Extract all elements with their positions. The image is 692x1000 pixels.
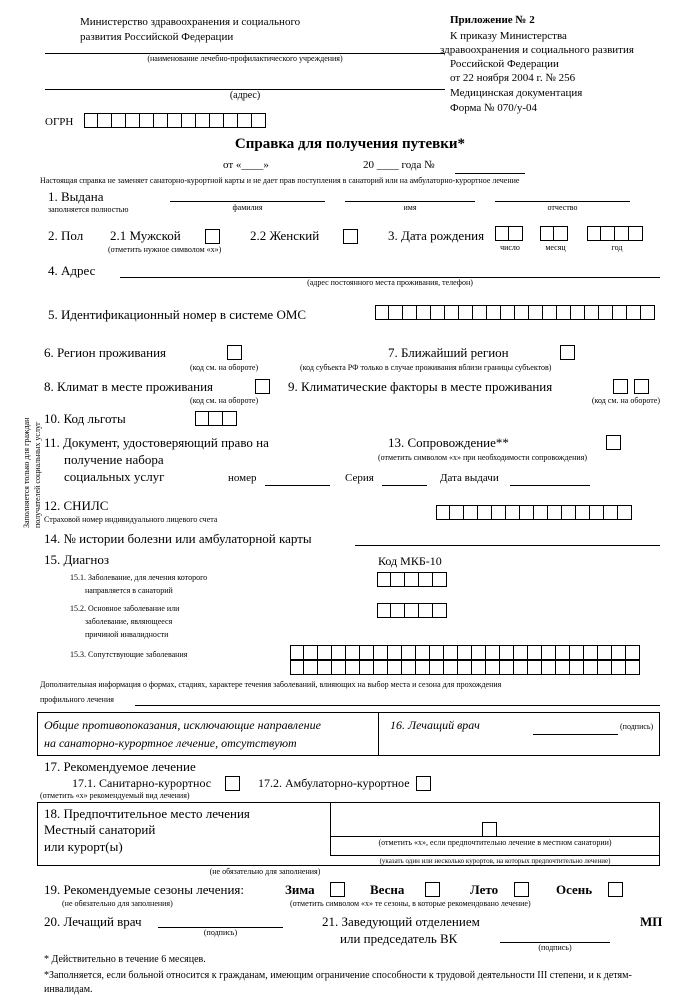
oms-cell[interactable] [515,305,529,320]
mkb-cell[interactable] [500,660,514,675]
item-21-stamp-label: МП [640,914,663,929]
oms-cell[interactable] [543,305,557,320]
item-9-hint: (код см. на обороте) [591,396,660,405]
mkb-cell[interactable] [626,660,640,675]
checkbox-summer[interactable] [514,882,529,897]
mkb-cell[interactable] [405,603,419,618]
mkb-cell[interactable] [405,572,419,587]
mkb-cell[interactable] [528,645,542,660]
checkbox-spring[interactable] [425,882,440,897]
annex-line-3: здравоохранения и социального развития [440,44,634,56]
benefit-cell[interactable] [223,411,237,426]
item-1-sub: заполняется полностью [48,205,129,214]
oms-cell[interactable] [557,305,571,320]
item-7-label: 7. Ближайший регион [388,345,509,360]
item-15-2-line1: 15.2. Основное заболевание или [70,604,180,613]
item-15-1-line2: направляется в санаторий [85,586,173,595]
mkb-cell[interactable] [500,645,514,660]
item-16-label: 16. Лечащий врач [390,718,480,732]
birth-month-caption: месяц [545,243,566,252]
mkb-cell[interactable] [433,603,447,618]
item-11-line3: социальных услуг [64,469,165,484]
season-winter-label: Зима [285,882,315,897]
item-6-hint: (код см. на обороте) [190,363,259,372]
doc-issued-input[interactable] [510,484,590,486]
annex-line-5: от 22 ноября 2004 г. № 256 [450,72,576,84]
mkb-cell[interactable] [318,660,332,675]
benefit-cell[interactable] [195,411,209,426]
vertical-note-line2: получателей социальных услуг [33,421,42,528]
item-18-divider [330,802,331,855]
checkbox-winter[interactable] [330,882,345,897]
climate-box[interactable] [255,379,270,394]
checkbox-ambulatory-treatment[interactable] [416,776,431,791]
contraindications-line2: на санаторно-курортное лечение, отсутствуют [44,736,297,750]
mkb-cell[interactable] [542,645,556,660]
ogrn-cell[interactable] [126,113,140,128]
mkb-cell[interactable] [584,660,598,675]
birth-year-cells[interactable] [587,226,643,241]
item-2-female-label: 2.2 Женский [250,228,320,243]
oms-cell[interactable] [417,305,431,320]
snils-cell[interactable] [604,505,618,520]
item-9-label: 9. Климатические факторы в месте проживания [288,379,553,394]
address-caption: (адрес) [229,90,261,101]
item-18-line3: или курорт(ы) [44,839,123,854]
item-3-label: 3. Дата рождения [388,228,485,243]
oms-cell[interactable] [389,305,403,320]
checkbox-male[interactable] [205,229,220,244]
oms-cell[interactable] [445,305,459,320]
oms-cell[interactable] [641,305,655,320]
annex-line-6: Медицинская документация [450,87,583,99]
mkb-cell[interactable] [472,660,486,675]
climate-factor-box-2[interactable] [634,379,649,394]
mkb-cell[interactable] [332,660,346,675]
annex-line-2: К приказу Министерства [450,30,567,42]
birth-day-cells[interactable] [495,226,523,241]
ogrn-cell[interactable] [140,113,154,128]
mkb-cell[interactable] [377,572,391,587]
item-20-label: 20. Лечащий врач [44,914,142,929]
item-12-label: 12. СНИЛС [44,498,109,513]
ogrn-cell[interactable] [210,113,224,128]
ogrn-cell[interactable] [154,113,168,128]
mkb-cell[interactable] [346,645,360,660]
item-21-line2: или председатель ВК [340,931,458,946]
oms-cell[interactable] [431,305,445,320]
mkb-cell[interactable] [388,660,402,675]
mkb-cell[interactable] [458,645,472,660]
item-17-2-label: 17.2. Амбулаторно-курортное [258,776,410,790]
mkb-cell[interactable] [444,645,458,660]
mkb-cell[interactable] [556,645,570,660]
birth-cell[interactable] [495,226,509,241]
mkb-cell[interactable] [374,645,388,660]
item-12-hint: Страховой номер индивидуального лицевого счета [44,515,218,524]
item-19-hint-right: (отметить символом «х» те сезоны, в которые рекомендовано лечение) [290,899,531,908]
mkb-cells-3b[interactable] [290,660,640,675]
ogrn-cell[interactable] [84,113,98,128]
item-10-label: 10. Код льготы [44,411,126,426]
birth-cell[interactable] [629,226,643,241]
item-16-signature-caption: (подпись) [620,722,654,731]
mkb-cell[interactable] [433,572,447,587]
item-18-hint3: (не обязательно для заполнения) [209,867,321,876]
snils-cell[interactable] [492,505,506,520]
mkb-cell[interactable] [360,645,374,660]
mkb-cell[interactable] [528,660,542,675]
ministry-line-1: Министерство здравоохранения и социального [80,16,301,28]
item-15-3-label: 15.3. Сопутствующие заболевания [70,650,188,659]
snils-cell[interactable] [618,505,632,520]
annex-line-7: Форма № 070/у-04 [450,102,538,114]
ogrn-cell[interactable] [196,113,210,128]
contraindications-line1: Общие противопоказания, исключающие направление [44,718,321,732]
snils-cell[interactable] [464,505,478,520]
doc-series-input[interactable] [382,484,427,486]
mkb-cells-1[interactable] [377,572,447,587]
snils-cell[interactable] [590,505,604,520]
item-14-label: 14. № истории болезни или амбулаторной карты [44,531,312,546]
annex-line-1: Приложение № 2 [450,14,535,26]
birth-month-cells[interactable] [540,226,568,241]
mkb-cell[interactable] [556,660,570,675]
extra-info-line1: Дополнительная информация о формах, стадиях, характере течения заболеваний, влияющих на выбор места и сезона для прохождения [40,680,502,689]
escort-box[interactable] [606,435,621,450]
snils-cell[interactable] [520,505,534,520]
footnote-1: * Действительно в течение 6 месяцев. [44,954,206,965]
mkb-cell[interactable] [402,645,416,660]
mkb-cell[interactable] [290,645,304,660]
snils-cell[interactable] [478,505,492,520]
mkb-cell[interactable] [416,660,430,675]
mkb-cell[interactable] [318,645,332,660]
item-8-hint: (код см. на обороте) [190,396,259,405]
item-21-line1: 21. Заведующий отделением [322,914,480,929]
patronymic-field[interactable] [495,200,630,202]
season-spring-label: Весна [370,882,405,897]
item-21-signature-caption: (подпись) [538,943,572,952]
item-11-series-label: Серия [345,472,374,484]
doc-title: Справка для получения путевки* [234,136,466,152]
surname-caption: фамилия [232,203,263,212]
birth-cell[interactable] [554,226,568,241]
birth-cell[interactable] [615,226,629,241]
oms-cells[interactable] [375,305,655,320]
ogrn-cell[interactable] [182,113,196,128]
case-history-input[interactable] [355,544,660,546]
item-15-1-line1: 15.1. Заболевание, для лечения которого [70,573,208,582]
benefit-code-cells[interactable] [195,411,237,426]
item-7-hint: (код субъекта РФ только в случае проживания вблизи границы субъектов) [300,363,552,372]
birth-year-caption: год [611,243,623,252]
mkb-cell[interactable] [346,660,360,675]
oms-cell[interactable] [613,305,627,320]
doc-number-input[interactable] [265,484,330,486]
mkb-cell[interactable] [430,645,444,660]
benefit-cell[interactable] [209,411,223,426]
item-13-hint: (отметить символом «х» при необходимости сопровождения) [378,453,587,462]
mkb-cell[interactable] [570,645,584,660]
ogrn-cell[interactable] [252,113,266,128]
mkb-cell[interactable] [458,660,472,675]
mkb-cell[interactable] [514,660,528,675]
org-caption: (наименование лечебно-профилактического учреждения) [147,54,343,63]
snils-cell[interactable] [436,505,450,520]
ogrn-label: ОГРН [45,116,74,128]
birth-cell[interactable] [587,226,601,241]
item-16-signature-input[interactable] [533,733,618,735]
oms-cell[interactable] [501,305,515,320]
birth-cell[interactable] [540,226,554,241]
mkb-cells-3a[interactable] [290,645,640,660]
item-19-label: 19. Рекомендуемые сезоны лечения: [44,882,244,897]
mkb-cell[interactable] [360,660,374,675]
mkb-cell[interactable] [304,660,318,675]
birth-cell[interactable] [601,226,615,241]
item-1-label: 1. Выдана [48,189,104,204]
near-region-box[interactable] [560,345,575,360]
item-4-hint: (адрес постоянного места проживания, телефон) [307,278,473,287]
birth-day-caption: число [500,243,520,252]
oms-cell[interactable] [571,305,585,320]
mkb-cell[interactable] [388,645,402,660]
mkb-cell[interactable] [444,660,458,675]
season-summer-label: Лето [470,882,499,897]
oms-cell[interactable] [529,305,543,320]
ogrn-cell[interactable] [224,113,238,128]
mkb-cell[interactable] [290,660,304,675]
mkb-cell[interactable] [377,603,391,618]
ogrn-cell[interactable] [238,113,252,128]
extra-info-line2: профильного лечения [40,695,114,704]
snils-cell[interactable] [562,505,576,520]
oms-cell[interactable] [599,305,613,320]
oms-cell[interactable] [403,305,417,320]
oms-cell[interactable] [627,305,641,320]
item-17-hint: (отметить «х» рекомендуемый вид лечения) [40,791,190,800]
mkb-cell[interactable] [486,645,500,660]
checkbox-local-sanatorium[interactable] [482,822,497,837]
item-17-1-label: 17.1. Санитарно-курортнос [72,776,212,790]
oms-cell[interactable] [487,305,501,320]
ogrn-cell[interactable] [168,113,182,128]
oms-cell[interactable] [375,305,389,320]
mkb-cell[interactable] [472,645,486,660]
ogrn-cell[interactable] [98,113,112,128]
ogrn-cells[interactable] [84,113,266,128]
surname-field[interactable] [170,200,325,202]
annex-line-4: Российской Федерации [450,58,559,70]
snils-cell[interactable] [506,505,520,520]
contraindications-divider [378,712,379,756]
item-18-inner-rule-1 [330,836,660,837]
patronymic-caption: отчество [547,203,578,212]
item-11-issued-label: Дата выдачи [440,472,499,484]
date-from-label: от «____» [223,159,269,171]
snils-cell[interactable] [576,505,590,520]
checkbox-sanatorium-treatment[interactable] [225,776,240,791]
checkbox-female[interactable] [343,229,358,244]
snils-cell[interactable] [450,505,464,520]
mkb-cell[interactable] [598,645,612,660]
item-20-signature-caption: (подпись) [203,928,238,937]
item-18-hint2: (указать один или несколько курортов, на которых предпочтительно лечение) [379,857,611,865]
mkb-cell[interactable] [391,572,405,587]
date-year-label: 20 ____ года № [363,159,435,171]
mkb-cell[interactable] [598,660,612,675]
footnote-2: *Заполняется, если больной относится к гражданам, имеющим ограничение способности к трудовой деятельности III степени, и к детям- [44,970,632,981]
mkb-cells-2[interactable] [377,603,447,618]
snils-cell[interactable] [548,505,562,520]
doc-note: Настоящая справка не заменяет санаторно-курортной карты и не дает прав поступления в санаторий или на амбулаторно-курортное лечение [40,176,520,185]
item-11-line1: 11. Документ, удостоверяющий право на [44,435,269,450]
item-18-line2: Местный санаторий [44,822,156,837]
mkb-cell[interactable] [402,660,416,675]
item-2-hint: (отметить нужное символом «х») [108,245,222,254]
ogrn-cell[interactable] [112,113,126,128]
doc-number-rule [455,172,525,174]
mkb-cell[interactable] [514,645,528,660]
mkb-cell[interactable] [612,660,626,675]
mkb-cell[interactable] [304,645,318,660]
mkb-cell[interactable] [416,645,430,660]
mkb-cell[interactable] [430,660,444,675]
item-18-hint1: (отметить «х», если предпочтительно лечение в местном санатории) [378,838,612,847]
mkb-cell[interactable] [419,603,433,618]
item-5-label: 5. Идентификационный номер в системе ОМС [48,307,307,322]
mkb-cell[interactable] [542,660,556,675]
footnote-3: инвалидам. [44,984,93,995]
climate-factor-box-1[interactable] [613,379,628,394]
item-15-2-line2: заболевание, являющееся [85,617,173,626]
snils-cells[interactable] [436,505,632,520]
firstname-field[interactable] [345,200,475,202]
item-6-label: 6. Регион проживания [44,345,167,360]
birth-cell[interactable] [509,226,523,241]
item-11-line2: получение набора [64,452,164,467]
mkb-cell[interactable] [612,645,626,660]
extra-info-input[interactable] [135,704,660,706]
item-11-number-label: номер [228,472,257,484]
mkb-cell[interactable] [486,660,500,675]
checkbox-autumn[interactable] [608,882,623,897]
mkb-cell[interactable] [584,645,598,660]
item-18-inner-rule-2 [330,855,660,856]
mkb-label: Код МКБ-10 [378,554,442,568]
ministry-line-2: развития Российской Федерации [80,31,234,43]
item-17-label: 17. Рекомендуемое лечение [44,759,196,774]
oms-cell[interactable] [585,305,599,320]
item-18-label: 18. Предпочтительное место лечения [44,806,250,821]
mkb-cell[interactable] [332,645,346,660]
item-15-2-line3: причиной инвалидности [85,630,169,639]
mkb-cell[interactable] [570,660,584,675]
item-2-label: 2. Пол [48,228,84,243]
mkb-cell[interactable] [419,572,433,587]
item-8-label: 8. Климат в месте проживания [44,379,213,394]
oms-cell[interactable] [459,305,473,320]
item-2-male-label: 2.1 Мужской [110,228,181,243]
oms-cell[interactable] [473,305,487,320]
region-box[interactable] [227,345,242,360]
item-15-label: 15. Диагноз [44,552,110,567]
mkb-cell[interactable] [391,603,405,618]
snils-cell[interactable] [534,505,548,520]
item-4-label: 4. Адрес [48,263,96,278]
vertical-note-line1: Заполняется только для граждан [22,417,31,528]
mkb-cell[interactable] [374,660,388,675]
season-autumn-label: Осень [556,882,593,897]
item-13-label: 13. Сопровождение** [388,435,509,450]
firstname-caption: имя [403,203,417,212]
mkb-cell[interactable] [626,645,640,660]
item-19-hint-left: (не обязательно для заполнения) [62,899,173,908]
